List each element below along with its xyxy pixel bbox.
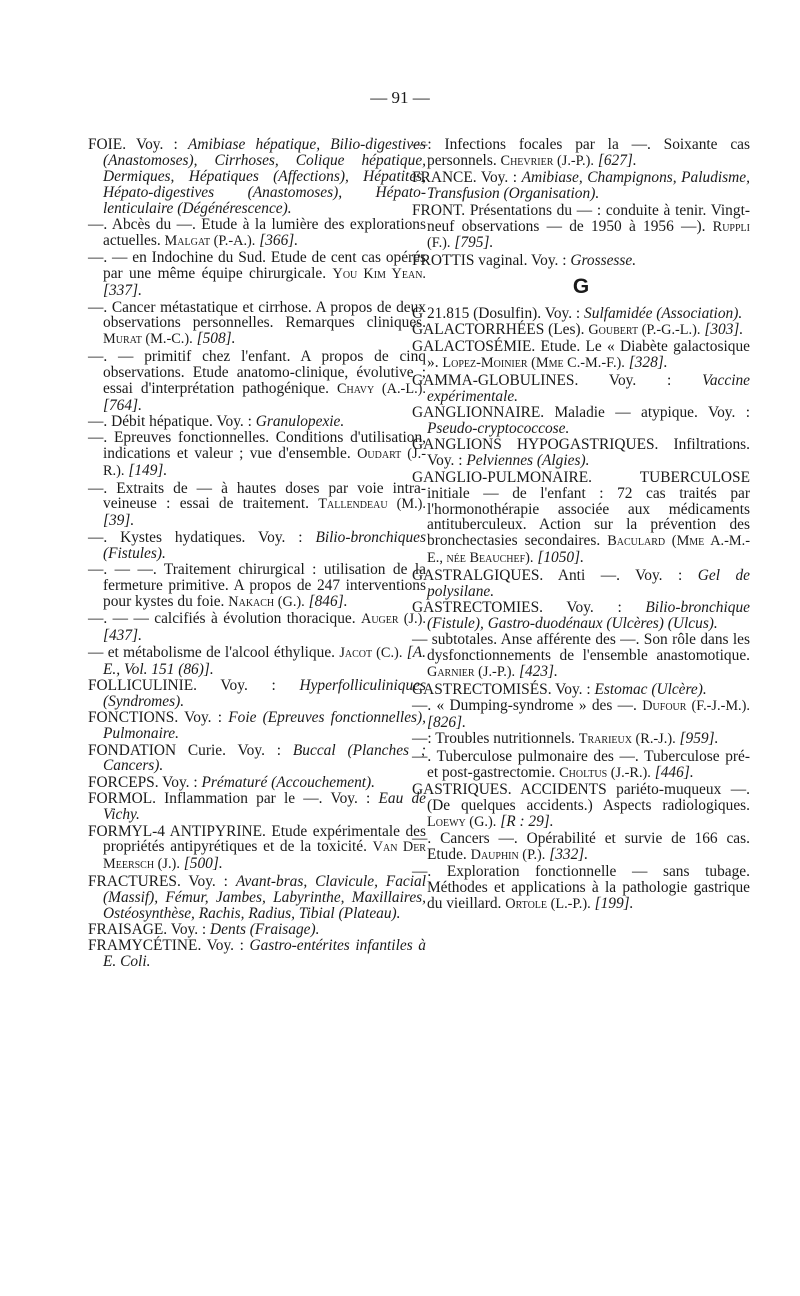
entry-text: Voy. : <box>188 872 228 890</box>
entry-text: Son rôle dans les dysfonctionnements de l'ensemble anastomotique. <box>427 631 750 665</box>
entry-text: Voy. : <box>427 452 463 470</box>
entry-reference-number: [303]. <box>704 321 744 339</box>
entry-reference-number: [366]. <box>259 231 299 249</box>
index-entry <box>88 481 426 530</box>
entry-heading: — <box>88 643 104 661</box>
entry-author: Auger (J.). <box>361 611 426 628</box>
index-entry <box>412 731 750 748</box>
index-entry <box>412 373 750 405</box>
index-entry <box>412 339 750 372</box>
index-entry <box>88 137 426 217</box>
entry-text: (Les). <box>548 321 585 339</box>
entry-reference-number: [826]. <box>427 713 466 731</box>
entry-text: par voie intra-veineuse : essai de traitement. <box>103 479 426 513</box>
entry-reference-number: [328]. <box>628 354 668 372</box>
entry-author: Ruppli (F.). <box>427 218 750 252</box>
entry-author: Nakach (G.). <box>228 593 305 610</box>
entry-text: du —. Etude à la lumière des explorations actuelles. <box>103 216 426 249</box>
entry-text: Voy. : <box>237 741 282 759</box>
entry-references: Bilio-bronchiques (Fistules). <box>103 528 427 562</box>
entry-reference-number: [437]. <box>103 627 142 645</box>
index-entry <box>412 137 750 170</box>
entry-heading: —. Epreuves fonctionnelles. <box>88 429 270 447</box>
entry-author: Van Der Meersch (J.). <box>103 839 426 873</box>
entry-heading: GAMMA-GLOBULINES. <box>412 371 579 389</box>
entry-text: A propos de deux observations personnelles. Remarques cliniques. <box>103 298 427 332</box>
entry-text: Le « Diabète galactosique ». <box>427 338 750 372</box>
entry-author: Malgat (P.-A.). <box>164 232 256 249</box>
index-entry <box>412 306 750 322</box>
index-entry <box>412 322 750 339</box>
entry-reference-number: [508]. <box>196 330 236 348</box>
entry-heading: FRAISAGE. <box>88 921 168 938</box>
entry-author: Ortole (L.-P.). <box>505 896 591 913</box>
right-column-g-entries <box>412 306 750 914</box>
entry-heading: FONDATION Curie. <box>88 741 226 759</box>
entry-text: Voy. : <box>162 773 198 791</box>
entry-heading: —: Troubles nutritionnels. <box>412 730 575 748</box>
entry-text: Voy. : <box>184 709 223 727</box>
entry-text: Voy. : <box>635 566 683 584</box>
entry-text: et métabolisme de l'alcool éthylique. <box>107 643 336 661</box>
index-entry <box>412 405 750 437</box>
entry-references: Avant-bras, Clavicule, Facial (Massif), Fémur, Jambes, Labyrinthe, Maxillaires, Ostéosynthèse, Rachis, Radius, Tibial (Plateau). <box>103 872 426 922</box>
index-entry <box>88 250 426 299</box>
index-entry <box>88 824 426 874</box>
entry-text: Voy. : <box>206 937 244 955</box>
entry-author: Choltus (J.-R.). <box>559 764 651 781</box>
entry-heading: GANGLIONNAIRE. Maladie — atypique. <box>412 404 698 422</box>
index-entry <box>88 743 426 775</box>
entry-references: Bilio-bronchique (Fistule), Gastro-duodénaux (Ulcères) (Ulcus). <box>427 598 750 632</box>
entry-references: Hyperfolliculiniques (Syndromes). <box>103 676 426 710</box>
entry-references: Estomac (Ulcère). <box>594 680 707 698</box>
entry-text: : conduite à tenir. Vingt-neuf observations — de 1950 à 1956 —). <box>427 201 750 235</box>
entry-references: Granulopexie. <box>255 412 345 430</box>
entry-reference-number: [332]. <box>549 846 589 864</box>
entry-reference-number: [R : 29]. <box>500 812 554 830</box>
index-entry <box>412 632 750 681</box>
entry-author: Trarieux (R.-J.). <box>578 731 676 748</box>
entry-text: chez l'enfant. A propos de cinq observations. Etude anatomo-clinique, évolutive ; essai d'interprétation pathogénique. <box>103 347 426 397</box>
entry-references: Gastro-entérites infantiles à E. Coli. <box>103 937 426 971</box>
entry-heading: GALACTORRHÉES <box>412 321 545 339</box>
entry-references: Amibiase hépatique, Bilio-digestives (Anastomoses), Cirrhoses, Colique hépatique, Dermiques, Hépatiques (Affections), Hépatites, Hépato-digestives (Anastomoses), Hépato-lenticulaire (Dégénérescence). <box>103 136 426 217</box>
entry-reference-number: [764]. <box>103 396 142 414</box>
entry-heading: FRANCE. <box>412 169 477 187</box>
index-entry <box>88 414 426 430</box>
entry-heading: GALACTOSÉMIE. Etude. <box>412 338 581 356</box>
left-column <box>88 137 426 971</box>
entry-text: (Dosulfin). Voy. : <box>473 304 581 322</box>
index-entry <box>412 831 750 864</box>
entry-references: Grossesse. <box>570 251 637 269</box>
entry-text: Tuberculose pré- et post-gastrectomie. <box>427 747 750 781</box>
entry-reference-number: [149]. <box>128 462 168 480</box>
entry-heading: FONCTIONS. <box>88 709 179 727</box>
entry-reference-number: [423]. <box>518 663 558 681</box>
entry-author: Chavy (A.-L.). <box>337 380 426 397</box>
entry-references: Sulfamidée (Association). <box>584 304 743 322</box>
index-entry <box>412 437 750 469</box>
entry-references: Eau de Vichy. <box>103 790 426 824</box>
entry-references: Pelviennes (Algies). <box>466 452 590 470</box>
entry-author: Chevrier (J.-P.). <box>500 152 594 169</box>
entry-text: Voy. : <box>220 676 276 694</box>
index-entry <box>88 300 426 349</box>
entry-text: sans tubage. Méthodes et applications à la pathologie gastrique du vieillard. <box>427 863 750 913</box>
entry-author: Dauphin (P.). <box>470 847 546 864</box>
entry-author: Baculard (Mme A.-M.-E., née Beauchef). <box>427 533 750 567</box>
index-entry <box>88 791 426 823</box>
entry-author: Lopez-Moinier (Mme C.-M.-F.). <box>442 355 625 372</box>
index-entry <box>88 430 426 480</box>
entry-reference-number: [A. E., Vol. 151 (86)]. <box>103 643 426 678</box>
entry-text: — de l'enfant : 72 cas traités par l'hormonothérapie associée aux médicaments antituberculeux. Action sur la prévention des bronchectasies secondaires. <box>427 484 750 550</box>
entry-text: en Indochine du Sud. Etude de cent cas opérés par une même équipe chirurgicale. <box>103 249 426 283</box>
entry-reference-number: [500]. <box>183 855 223 873</box>
entry-author: Murat (M.-C.). <box>103 331 193 348</box>
entry-heading: —. Kystes hydatiques. <box>88 528 246 546</box>
entry-text: Opérabilité et survie de 166 cas. Etude. <box>427 830 750 864</box>
entry-text: Voy. : <box>216 412 252 430</box>
entry-author: Garnier (J.-P.). <box>427 664 516 681</box>
entry-author: Dufour (F.-J.-M.). <box>642 697 750 714</box>
entry-text: Soixante cas personnels. <box>427 136 750 169</box>
index-entry <box>412 203 750 253</box>
index-entry <box>412 170 750 202</box>
entry-reference-number: [1050]. <box>537 549 584 567</box>
index-entry <box>88 938 426 970</box>
index-entry <box>412 470 750 567</box>
entry-reference-number: [446]. <box>654 763 694 781</box>
entry-heading: —. Extraits de — à hautes doses <box>88 479 320 497</box>
entry-reference-number: [627]. <box>597 151 637 169</box>
entry-reference-number: [39]. <box>103 512 135 530</box>
entry-heading: —. Exploration fonctionnelle — <box>412 863 648 881</box>
entry-author: Tallendeau (M.). <box>318 496 426 513</box>
index-entry <box>88 349 426 414</box>
entry-text: Voy. : <box>258 528 303 546</box>
index-entry <box>88 530 426 562</box>
entry-text: à évolution thoracique. <box>210 610 356 628</box>
entry-reference-number: [795]. <box>454 234 494 252</box>
index-entry <box>88 775 426 791</box>
entry-heading: — subtotales. Anse afférente des —. <box>412 631 640 649</box>
entry-heading: GANGLIONS HYPOGASTRIQUES. Infiltrations. <box>412 436 750 454</box>
entry-heading: GASTRECTOMISÉS. <box>412 680 552 698</box>
entry-references: Dents (Fraisage). <box>210 921 320 938</box>
index-entry <box>412 864 750 913</box>
entry-text: Voy. : <box>135 136 178 153</box>
index-entry <box>412 782 750 831</box>
index-entry <box>88 922 426 938</box>
entry-text: utilisation de la fermeture primitive. A propos de 247 interventions pour kystes du foie. <box>103 561 426 610</box>
entry-author: Loewy (G.). <box>427 813 497 830</box>
entry-heading: FROTTIS vaginal. <box>412 251 528 269</box>
entry-heading: FORMOL. Inflammation par le —. <box>88 790 323 808</box>
entry-text: Voy. : <box>480 169 518 187</box>
entry-heading: —. Abcès <box>88 216 151 234</box>
entry-author: Jacot (C.). <box>339 644 403 661</box>
entry-heading: GASTRIQUES. ACCIDENTS pariéto-muqueux —. <box>412 780 750 798</box>
entry-heading: —. Débit hépatique. <box>88 412 213 430</box>
right-column-f-entries <box>412 137 750 269</box>
entry-heading: FOLLICULINIE. <box>88 676 197 694</box>
entry-references: Buccal (Planches ; Cancers). <box>103 741 426 775</box>
entry-reference-number: [337]. <box>103 282 142 300</box>
entry-heading: GASTRALGIQUES. Anti —. <box>412 566 620 584</box>
index-entry <box>412 749 750 782</box>
entry-references: Foie (Epreuves fonctionnelles), Pulmonaire. <box>103 709 426 743</box>
entry-heading: —. — <box>88 249 128 267</box>
entry-text: Voy. : <box>555 680 591 698</box>
right-column <box>412 137 750 914</box>
index-entry <box>88 874 426 922</box>
page-number: — 91 — <box>370 88 430 107</box>
entry-text: Voy. : <box>330 790 371 808</box>
index-entry <box>88 710 426 742</box>
entry-author: Oudart (J.-R.). <box>103 446 426 480</box>
entry-references: Prématuré (Accouchement). <box>201 773 376 791</box>
entry-heading: G 21.815 <box>412 304 470 322</box>
index-entry <box>412 568 750 600</box>
entry-heading: —. — — calcifiés <box>88 610 206 628</box>
index-entry <box>88 611 426 644</box>
entry-heading: GANGLIO-PULMONAIRE. TUBERCULOSE initiale <box>412 468 750 502</box>
entry-heading: —. Cancers —. <box>412 830 518 848</box>
index-entry <box>412 600 750 632</box>
entry-text: Voy. : <box>707 404 751 422</box>
entry-heading: —. Tuberculose pulmonaire des —. <box>412 747 639 765</box>
entry-heading: GASTRECTOMIES. <box>412 598 543 616</box>
entry-reference-number: [199]. <box>594 895 634 913</box>
index-entry <box>88 562 426 611</box>
index-entry <box>88 217 426 250</box>
entry-references: Amibiase, Champignons, Paludisme, Transfusion (Organisation). <box>427 169 750 203</box>
entry-heading: —. — —. Traitement chirurgical : <box>88 561 317 579</box>
entry-reference-number: [959]. <box>679 730 719 748</box>
entry-references: Pseudo-cryptococcose. <box>427 420 570 437</box>
entry-heading: —. — primitif <box>88 347 192 365</box>
index-entry <box>412 698 750 731</box>
entry-heading: —: Infections focales par la —. <box>412 136 651 153</box>
entry-heading: FORMYL-4 ANTIPYRINE. <box>88 822 266 840</box>
entry-heading: FRACTURES. <box>88 872 181 890</box>
entry-text: (De quelques accidents.) Aspects radiologiques. <box>427 796 750 814</box>
index-entry <box>88 678 426 710</box>
entry-heading: FRONT. Présentations du — <box>412 201 593 219</box>
entry-author: You Kim Yean. <box>332 266 426 283</box>
entry-text: Voy. : <box>531 251 567 269</box>
entry-heading: FORCEPS. <box>88 773 159 791</box>
entry-references: Vaccine expérimentale. <box>427 371 750 405</box>
entry-reference-number: [846]. <box>308 592 348 610</box>
index-entry <box>88 645 426 678</box>
entry-heading: FOIE. <box>88 136 127 153</box>
entry-text: Conditions d'utilisation, indications et valeur ; vue d'ensemble. <box>103 429 426 463</box>
index-entry <box>412 682 750 698</box>
entry-references: Gel de polysilane. <box>427 566 750 600</box>
index-entry <box>412 253 750 269</box>
entry-heading: FRAMYCÉTINE. <box>88 937 202 955</box>
section-letter-g: G <box>572 274 590 298</box>
entry-text: Voy. : <box>566 598 622 616</box>
entry-text: Etude expérimentale des propriétés antipyrétiques et de la toxicité. <box>103 822 426 856</box>
entry-heading: —. Cancer métastatique et cirrhose. <box>88 298 312 316</box>
entry-text: Voy. : <box>170 921 207 938</box>
entry-heading: —. « Dumping-syndrome » des —. <box>412 696 637 714</box>
entry-author: Goubert (P.-G.-L.). <box>588 322 701 339</box>
entry-text: Voy. : <box>608 371 672 389</box>
